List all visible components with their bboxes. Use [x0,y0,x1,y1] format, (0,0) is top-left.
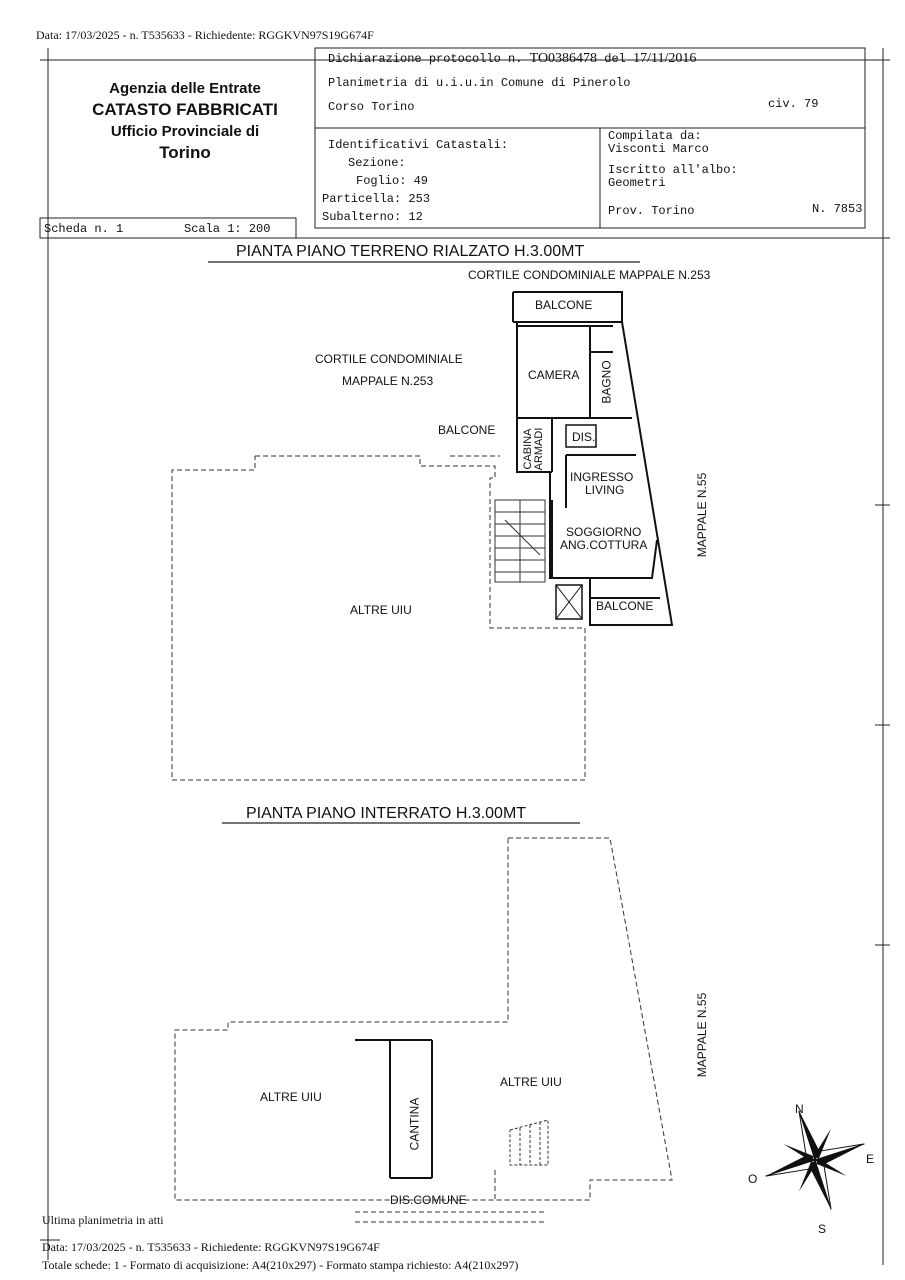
ufficio-label: Ufficio Provinciale di [110,123,260,140]
scala: Scala 1: 200 [184,222,271,236]
compilata-block [608,130,738,190]
label-ingresso-1: INGRESSO [570,470,634,484]
sezione: Sezione: [348,156,406,170]
label-cortile-left-1: CORTILE CONDOMINIALE [315,352,463,366]
agency-name: Agenzia delle Entrate [109,80,261,97]
scheda: Scheda n. 1 [44,222,124,236]
planimetria-line: Planimetria di u.i.u.in Comune di Pinerolo [328,76,631,90]
label-soggiorno-1: SOGGIORNO [566,525,642,539]
label-bagno: BAGNO [599,360,614,404]
label-camera: CAMERA [528,368,580,382]
label-cortile-top: CORTILE CONDOMINIALE MAPPALE N.253 [468,268,711,282]
label-altre-uiu-basement-left: ALTRE UIU [260,1090,322,1104]
civic-number: civ. 79 [768,97,819,111]
protocol-number: TO0386478 [529,51,598,66]
basement-plan-title: PIANTA PIANO INTERRATO H.3.00MT [246,805,527,822]
del-label: del [604,52,626,66]
ground-stairwell [495,500,545,582]
basement-outline [175,838,672,1222]
header-left [60,80,310,163]
compass-o: O [748,1172,758,1186]
label-mappale-55-basement: MAPPALE N.55 [695,992,710,1078]
sheet-frame [40,48,890,1265]
footer-ultima: Ultima planimetria in atti [42,1213,164,1227]
label-dis-comune: DIS.COMUNE [390,1193,467,1207]
protocol-date: 17/11/2016 [633,51,697,66]
dichiarazione-label: Dichiarazione protocollo n. [328,52,523,66]
identificativi-title: Identificativi Catastali: [328,138,509,152]
top-stamp: Data: 17/03/2025 - n. T535633 - Richiedente: RGGKVN97S19G674F [36,28,374,42]
city-name: Torino [159,143,211,162]
ground-altre-uiu-outline [172,456,585,780]
label-cantina: CANTINA [407,1097,422,1151]
prov: Prov. Torino [608,204,695,218]
label-ingresso-2: LIVING [585,483,625,497]
label-altre-uiu-basement-right: ALTRE UIU [500,1075,562,1089]
compilata-title: Compilata da: [608,129,702,143]
label-balcone-left: BALCONE [438,423,496,437]
footer-data: Data: 17/03/2025 - n. T535633 - Richiedente: RGGKVN97S19G674F [42,1240,380,1254]
address: Corso Torino [328,100,415,114]
compass-rose-icon [749,1094,880,1225]
label-dis: DIS. [572,430,596,444]
compilata-name: Visconti Marco [608,142,709,156]
basement-stair [510,1120,548,1165]
iscritto-label: Iscritto all'albo: [608,163,738,177]
label-cortile-left-2: MAPPALE N.253 [342,374,434,388]
compass-n: N [795,1102,804,1116]
iscrizione-numero: N. 7853 [812,202,863,216]
footer-totale: Totale schede: 1 - Formato di acquisizione: A4(210x297) - Formato stampa richiesto: A4(210x297) [42,1258,519,1272]
albo: Geometri [608,176,666,190]
identificativi-block [322,136,508,226]
label-altre-uiu-ground: ALTRE UIU [350,603,412,617]
label-soggiorno-2: ANG.COTTURA [560,538,648,552]
protocol-line [328,51,696,67]
ground-plan-title: PIANTA PIANO TERRENO RIALZATO H.3.00MT [236,243,585,260]
foglio: Foglio: 49 [356,174,429,188]
label-cabina-armadi: CABINA ARMADI [522,427,545,471]
subalterno: Subalterno: 12 [322,210,423,224]
particella: Particella: 253 [322,192,431,206]
catasto-title: CATASTO FABBRICATI [92,100,278,119]
label-mappale-55-ground: MAPPALE N.55 [695,472,710,558]
compass-s: S [818,1222,827,1236]
compass-e: E [866,1152,875,1166]
label-balcone-top: BALCONE [535,298,593,312]
label-balcone-bottom: BALCONE [596,599,654,613]
